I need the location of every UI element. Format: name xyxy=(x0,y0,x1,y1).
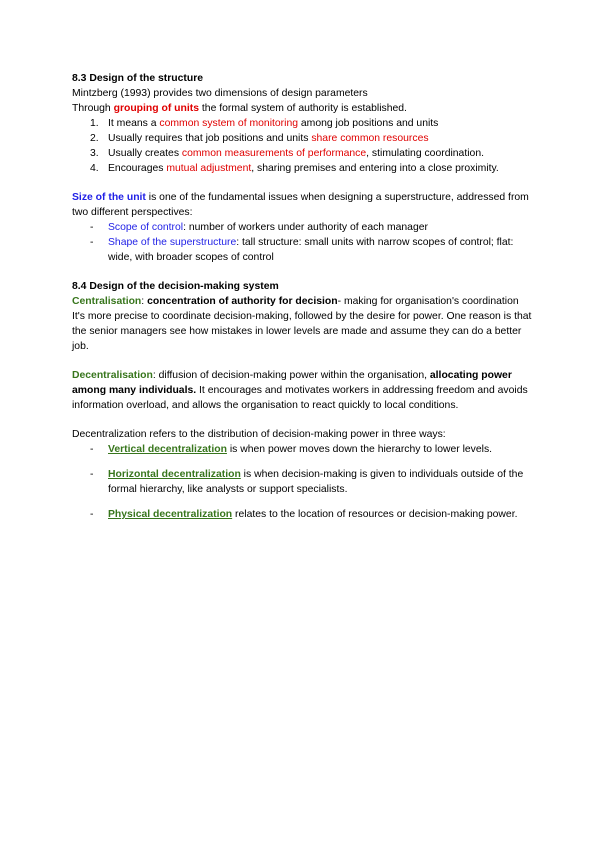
dash-bullet: - xyxy=(90,222,94,233)
item-text: among job positions and units xyxy=(298,118,439,129)
way-term: Physical decentralization xyxy=(108,509,233,520)
mintzberg-line: Mintzberg (1993) provides two dimensions of design parameters xyxy=(72,88,368,99)
perspective-text: : number of workers under authority of each manager xyxy=(183,222,428,233)
item-highlight: common system of monitoring xyxy=(159,118,298,129)
grouping-post: the formal system of authority is established. xyxy=(199,103,407,114)
way-text: is when power moves down the hierarchy to lower levels. xyxy=(226,444,493,455)
dash-bullet: - xyxy=(90,469,94,480)
list-number: 2. xyxy=(90,133,99,144)
list-item xyxy=(72,467,532,497)
perspective-text: : tall structure: small units with narrow scopes of control; flat: wide, with broader scopes of control xyxy=(108,237,514,263)
grouping-line xyxy=(72,101,532,116)
section-8-3-title: 8.3 Design of the structure xyxy=(72,73,204,84)
way-term: Vertical decentralization xyxy=(108,444,227,455)
list-number: 1. xyxy=(90,118,99,129)
decentralisation-term: Decentralisation xyxy=(72,370,153,381)
ways-intro: Decentralization refers to the distribution of decision-making power in three ways: xyxy=(72,429,446,440)
list-item xyxy=(72,220,532,235)
list-item xyxy=(72,442,532,457)
decentralisation-post: It encourages and motivates workers in addressing freedom and avoids information overload, and allows the organisation to react quickly to local conditions. xyxy=(72,385,528,411)
way-term: Horizontal decentralization xyxy=(108,469,241,480)
list-item xyxy=(72,507,532,522)
grouping-highlight: grouping of units xyxy=(113,103,200,114)
document-content xyxy=(72,71,532,522)
centralisation-paragraph xyxy=(72,294,532,354)
perspective-term: Shape of the superstructure xyxy=(108,237,237,248)
decentralisation-bold: allocating power among many individuals. xyxy=(72,370,512,396)
dash-bullet: - xyxy=(90,509,94,520)
list-number: 3. xyxy=(90,148,99,159)
size-of-unit-term: Size of the unit xyxy=(72,192,146,203)
perspectives-list xyxy=(72,220,532,265)
list-number: 4. xyxy=(90,163,99,174)
centralisation-text: - making for organisation's coordination It's more precise to coordinate decision-making, followed by the desire for power. One reason is that the senior managers see how mistakes in lower levels are made and assume they can do a better job. xyxy=(72,296,532,352)
item-highlight: mutual adjustment xyxy=(166,163,252,174)
size-of-unit-paragraph xyxy=(72,190,532,220)
item-text: Usually creates xyxy=(108,148,182,159)
grouping-numbered-list xyxy=(72,116,532,176)
item-text: , stimulating coordination. xyxy=(366,148,484,159)
item-text: Encourages xyxy=(108,163,167,174)
list-item xyxy=(72,131,532,146)
item-text: It means a xyxy=(108,118,160,129)
grouping-pre: Through xyxy=(72,103,114,114)
list-item xyxy=(72,116,532,131)
item-highlight: common measurements of performance xyxy=(181,148,367,159)
list-item xyxy=(72,161,532,176)
dash-bullet: - xyxy=(90,444,94,455)
decentralization-ways-list xyxy=(72,442,532,522)
perspective-term: Scope of control xyxy=(108,222,184,233)
decentralisation-pre: : diffusion of decision-making power within the organisation, xyxy=(152,370,430,381)
centralisation-definition: concentration of authority for decision xyxy=(147,296,338,307)
list-item xyxy=(72,146,532,161)
way-text: relates to the location of resources or decision-making power. xyxy=(232,509,518,520)
decentralisation-paragraph xyxy=(72,368,532,413)
centralisation-term: Centralisation xyxy=(72,296,142,307)
way-text: is when decision-making is given to individuals outside of the formal hierarchy, like analysts or support specialists. xyxy=(108,469,524,495)
item-text: , sharing premises and entering into a close proximity. xyxy=(251,163,499,174)
item-text: Usually requires that job positions and units xyxy=(108,133,312,144)
list-item xyxy=(72,235,532,265)
centralisation-colon: : xyxy=(141,296,148,307)
section-8-4-title: 8.4 Design of the decision-making system xyxy=(72,281,279,292)
item-highlight: share common resources xyxy=(311,133,429,144)
size-of-unit-text: is one of the fundamental issues when designing a superstructure, addressed from two different perspectives: xyxy=(72,192,529,218)
dash-bullet: - xyxy=(90,237,94,248)
